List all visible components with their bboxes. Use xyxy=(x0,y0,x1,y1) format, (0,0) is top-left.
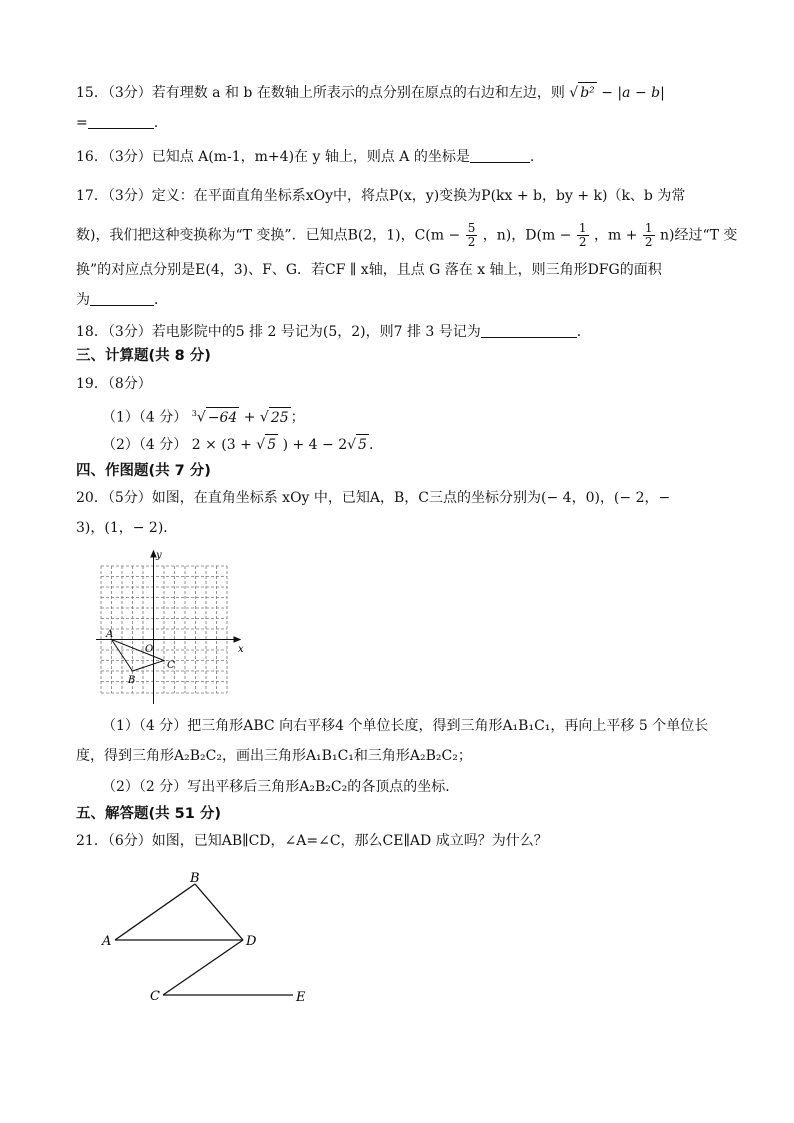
point-c-label: C xyxy=(150,989,160,1004)
q15-line1: 15．（3分）若有理数 a 和 b 在数轴上所表示的点分别在原点的右边和左边，则 √ b² − |a − b| xyxy=(76,82,665,103)
q15-text: 15．（3分）若有理数 a 和 b 在数轴上所表示的点分别在原点的右边和左边，则 xyxy=(76,85,565,101)
q18-text: 18．（3分）若电影院中的5 排 2 号记为(5，2)，则7 排 3 号记为 xyxy=(76,324,481,340)
origin-label: O xyxy=(145,644,154,655)
q17-frac2: $\frac{1}{2}$ xyxy=(578,221,587,249)
segment-ab xyxy=(115,884,195,940)
q19-rad3: 5 xyxy=(265,434,278,455)
q21-text: 21．（6分）如图，已知AB∥CD，∠A=∠C，那么CE∥AD 成立吗？为什么？ xyxy=(76,833,548,849)
q20-part2: （2）（2 分）写出平移后三角形A₂B₂C₂的各顶点的坐标． xyxy=(102,779,460,795)
q15-radicand: b² xyxy=(578,82,597,103)
q19-p1-end: ； xyxy=(290,409,305,426)
q19-part1: （1）（4 分） $^3$√ −64 + √ 25 ； xyxy=(102,404,305,428)
q15-equals: = xyxy=(76,115,88,131)
q16-text: 16．（3分）已知点 A(m-1，m+4)在 y 轴上，则点 A 的坐标是 xyxy=(76,149,470,165)
point-d-label: D xyxy=(246,934,257,949)
cbrt-index: 3 xyxy=(191,409,197,418)
q19-rad2: 25 xyxy=(269,407,291,428)
q19-rad1: −64 xyxy=(206,407,240,428)
q20-part1-line1: （1）（4 分）把三角形ABC 向右平移4 个单位长度，得到三角形A₁B₁C₁，再向上平移 5 个单位长 xyxy=(102,718,709,734)
q19-expr-a: 2 × (3 + xyxy=(191,437,252,453)
grid-lines xyxy=(101,566,227,693)
point-a-label: A xyxy=(106,629,114,640)
q18-line: 18．（3分）若电影院中的5 排 2 号记为(5，2)，则7 排 3 号记为 ． xyxy=(76,324,591,340)
q19-rad4: 5 xyxy=(356,434,369,455)
q17-frac1: $\frac{5}{2}$ xyxy=(467,221,476,249)
x-axis-label: x xyxy=(238,644,244,655)
q20-coordinate-grid xyxy=(92,548,252,708)
plus-sign: + xyxy=(243,409,256,426)
segment-dc xyxy=(163,940,243,995)
section5-title: 五、解答题(共 51 分) xyxy=(76,806,222,822)
section4-title: 四、作图题(共 7 分) xyxy=(76,463,211,479)
q17-text3: 换”的对应点分别是E(4，3)、F、G．若CF ∥ x轴，且点 G 落在 x 轴上，则三角形DFG的面积 xyxy=(76,262,662,278)
point-e-label: E xyxy=(296,990,306,1005)
q17-answer-blank[interactable] xyxy=(90,291,154,306)
q15-line2: = . xyxy=(76,115,159,131)
q19-part1-label: （1）（4 分） xyxy=(102,409,188,426)
q17-text1: 17．（3分）定义：在平面直角坐标系xOy中，将点P(x，y)变换为P(kx + b，by + k)（k、b 为常 xyxy=(76,188,686,204)
q17-line2 xyxy=(76,222,737,249)
q19-p2-end: ． xyxy=(368,437,383,453)
q19-part2-label: （2）（4 分） xyxy=(102,437,188,453)
q17-line4: 为 ． xyxy=(76,292,168,308)
point-a-label: A xyxy=(102,934,112,949)
q20-line1: 20．（5分）如图，在直角坐标系 xOy 中，已知A，B，C三点的坐标分别为(− 4，0)，(− 2，− xyxy=(76,490,671,506)
q17-text2d: n)经过“T 变 xyxy=(659,227,738,244)
section3-title: 三、计算题(共 8 分) xyxy=(76,348,211,364)
q17-frac3: $\frac{1}{2}$ xyxy=(644,221,653,249)
q17-line1 xyxy=(76,186,685,206)
q16-answer-blank[interactable] xyxy=(470,148,530,163)
point-c-label: C xyxy=(167,660,175,671)
segment-bd xyxy=(195,884,243,940)
q20-line2: 3)，(1，− 2)． xyxy=(76,520,178,536)
q19-part2: （2）（4 分） 2 × (3 + √ 5 ) + 4 − 2√ 5 ． xyxy=(102,434,383,455)
triangle-abc xyxy=(112,640,165,672)
y-axis-label: y xyxy=(156,550,162,561)
q17-line3 xyxy=(76,260,662,280)
q18-answer-blank[interactable] xyxy=(481,323,577,338)
point-b-label: B xyxy=(128,675,136,686)
q15-expr: − |a − b| xyxy=(601,85,665,101)
q21-figure xyxy=(90,866,330,1016)
q19-head: 19．（8分） xyxy=(76,376,152,392)
q16-line: 16．（3分）已知点 A(m-1，m+4)在 y 轴上，则点 A 的坐标是 . xyxy=(76,149,535,165)
q17-text2b: ，n)，D(m − xyxy=(482,227,572,244)
q17-prefix: 为 xyxy=(76,292,90,308)
q17-text2a: 数)，我们把这种变换称为“T 变换”．已知点B(2，1)，C(m − xyxy=(76,227,461,244)
axes xyxy=(96,551,240,704)
q19-expr-b: ) + 4 − 2 xyxy=(282,437,348,453)
point-b-label: B xyxy=(190,871,200,886)
q20-part1-line2: 度，得到三角形A₂B₂C₂，画出三角形A₁B₁C₁和三角形A₂B₂C₂； xyxy=(76,748,472,764)
q15-answer-blank[interactable] xyxy=(88,114,154,129)
q17-text2c: ，m + xyxy=(593,227,638,244)
